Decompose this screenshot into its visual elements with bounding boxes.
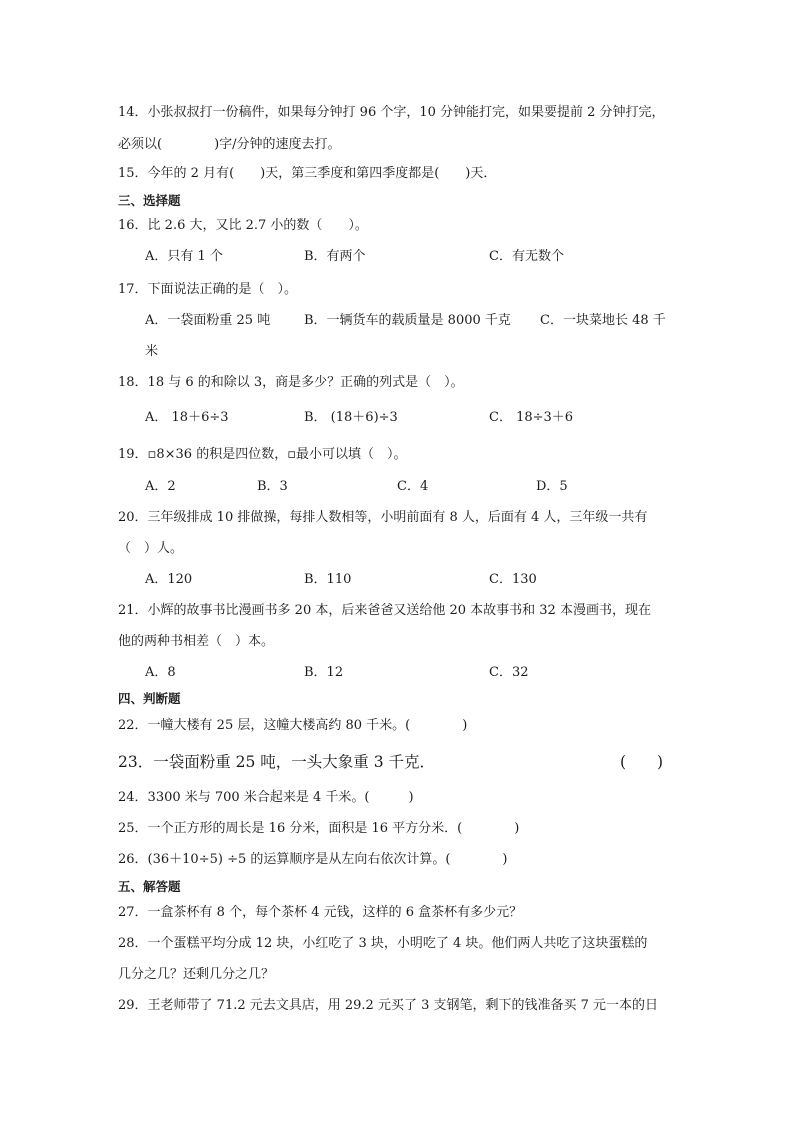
q20-option-a: A．120: [145, 572, 193, 587]
q19-option-b: B．3: [257, 479, 288, 494]
q25: 25．一个正方形的周长是 16 分米，面积是 16 平方分米．( ): [118, 821, 520, 836]
q17-option-c-wrap: 米: [145, 344, 159, 359]
q21-option-c: C．32: [489, 665, 529, 680]
q16-option-b: B．有两个: [304, 249, 366, 264]
q17-stem: 17．下面说法正确的是（ ）。: [118, 282, 298, 297]
q19-option-a: A．2: [145, 479, 176, 494]
q23-answer-paren: ( ): [620, 753, 664, 771]
q19-option-c: C．4: [397, 479, 429, 494]
q19-option-d: D．5: [536, 479, 568, 494]
q23-text: 23．一袋面粉重 25 吨，一头大象重 3 千克．: [118, 753, 436, 771]
q20-option-b: B．110: [304, 572, 352, 587]
q29-line1: 29．王老师带了 71.2 元去文具店，用 29.2 元买了 3 支钢笔，剩下的钱准备买 7 元一本的日: [118, 998, 659, 1013]
q16-stem: 16．比 2.6 大，又比 2.7 小的数（ ）。: [118, 218, 368, 233]
q21-line1: 21．小辉的故事书比漫画书多 20 本，后来爸爸又送给他 20 本故事书和 32 本漫画书，现在: [118, 603, 651, 618]
q28-line1: 28．一个蛋糕平均分成 12 块，小红吃了 3 块，小明吃了 4 块。他们两人共吃了这块蛋糕的: [118, 936, 648, 951]
q20-option-c: C．130: [489, 572, 537, 587]
q18-option-b: B． (18＋6)÷3: [304, 410, 398, 425]
q16-option-a: A．只有 1 个: [145, 249, 223, 264]
q21-option-a: A．8: [145, 665, 176, 680]
q20-line2: （ ）人。: [118, 541, 184, 556]
q21-line2: 他的两种书相差（ ）本。: [118, 634, 275, 649]
q18-option-c: C． 18÷3＋6: [489, 410, 574, 425]
q14-line1: 14．小张叔叔打一份稿件，如果每分钟打 96 个字，10 分钟能打完，如果要提前 2 分钟打完，: [118, 105, 665, 120]
section-4-heading: 四、判断题: [118, 691, 181, 706]
q22: 22．一幢大楼有 25 层，这幢大楼高约 80 千米。( ): [118, 718, 468, 733]
q26: 26．(36＋10÷5) ÷5 的运算顺序是从左向右依次计算。( ): [118, 852, 508, 867]
q20-line1: 20．三年级排成 10 排做操，每排人数相等，小明前面有 8 人，后面有 4 人，三年级一共有: [118, 510, 648, 525]
q17-option-c: C．一块菜地长 48 千: [540, 313, 666, 328]
section-3-heading: 三、选择题: [118, 193, 181, 208]
q17-option-a: A．一袋面粉重 25 吨: [145, 313, 271, 328]
q16-option-c: C．有无数个: [489, 249, 564, 264]
q21-option-b: B．12: [304, 665, 344, 680]
q18-stem: 18．18 与 6 的和除以 3，商是多少？正确的列式是（ ）。: [118, 375, 464, 390]
q24: 24．3300 米与 700 米合起来是 4 千米。( ): [118, 790, 414, 805]
q28-line2: 几分之几？还剩几分之几？: [118, 967, 275, 982]
q17-option-b: B．一辆货车的载质量是 8000 千克: [304, 313, 511, 328]
q27: 27．一盒茶杯有 8 个，每个茶杯 4 元钱，这样的 6 盒茶杯有多少元？: [118, 905, 523, 920]
q15: 15．今年的 2 月有( )天，第三季度和第四季度都是( )天．: [118, 166, 497, 181]
q14-line2: 必须以( )字/分钟的速度去打。: [118, 137, 341, 152]
q18-option-a: A． 18＋6÷3: [145, 410, 229, 425]
section-5-heading: 五、解答题: [118, 879, 181, 894]
q19-stem: 19．▫8×36 的积是四位数，▫最小可以填（ ）。: [118, 447, 407, 462]
